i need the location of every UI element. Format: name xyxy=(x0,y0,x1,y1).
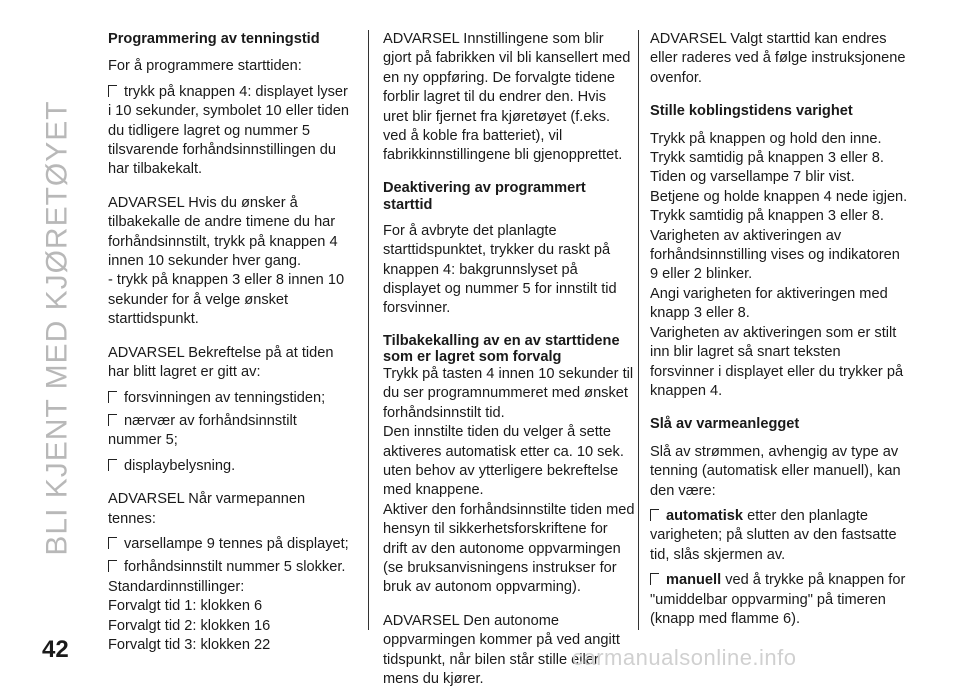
page-number: 42 xyxy=(42,636,69,663)
paragraph: Slå av strømmen, avhengig av type av tenning (automatisk eller manuell), kan den være: xyxy=(650,443,901,499)
paragraph: Forvalgt tid 1: klokken 6 xyxy=(108,598,263,615)
text-column-3 xyxy=(650,30,908,629)
paragraph: Trykk samtidig på knappen 3 eller 8. xyxy=(650,208,884,225)
paragraph: ADVARSEL Innstillingene som blir gjort på fabrikken vil bli kansellert med en ny oppføring. De forvalgte tidene forblir lagret til du endrer den. Hvis uret blir fjernet fra kjøretøyet (f.eks. ved å koble fra batteriet), vil fabrikkinnstillingene bli gjenopprettet. xyxy=(383,31,631,164)
text-column-2 xyxy=(383,30,635,689)
bullet-icon xyxy=(108,85,117,97)
bullet-icon xyxy=(108,459,117,471)
section-heading: Deaktivering av programmert starttid xyxy=(383,179,586,213)
paragraph: Betjene og holde knappen 4 nede igjen. xyxy=(650,188,908,205)
paragraph: ADVARSEL Når varmepannen tennes: xyxy=(108,491,306,527)
section-heading: Stille koblingstidens varighet xyxy=(650,103,853,120)
bullet-icon xyxy=(650,509,659,521)
bullet-item: trykk på knappen 4: displayet lyser i 10 sekunder, symbolet 10 eller tiden du tidligere lagret og nummer 5 tilsvarende forhåndsinnstillingen du har tilbakekalt. xyxy=(108,83,349,178)
section-heading: Slå av varmeanlegget xyxy=(650,416,800,433)
section-heading: Tilbakekalling av en av starttidene som er lagret som forvalg xyxy=(383,332,620,365)
bullet-icon xyxy=(108,537,117,549)
bullet-item: nærvær av forhåndsinnstilt nummer 5; xyxy=(108,412,297,449)
section-heading: Programmering av tenningstid xyxy=(108,31,320,47)
bullet-icon xyxy=(108,391,117,403)
paragraph: Forvalgt tid 2: klokken 16 xyxy=(108,617,271,634)
paragraph: Varigheten av aktiveringen som er stilt inn blir lagret så snart teksten forsvinner i displayet eller du trykker på knappen 4. xyxy=(650,324,904,399)
paragraph: Trykk på knappen og hold den inne. xyxy=(650,130,882,147)
bullet-item: varsellampe 9 tennes på displayet; xyxy=(108,535,354,554)
bullet-item: displaybelysning. xyxy=(108,457,354,476)
bullet-item: manuell ved å trykke på knappen for "umiddelbar oppvarming" på timeren (knapp med flamme 6). xyxy=(650,572,906,627)
bullet-icon xyxy=(108,414,117,426)
paragraph: Forvalgt tid 3: klokken 22 xyxy=(108,636,271,653)
paragraph: - trykk på knappen 3 eller 8 innen 10 sekunder for å velge ønsket starttidspunkt. xyxy=(108,272,345,328)
text-column-1 xyxy=(108,30,354,655)
bullet-item: forhåndsinnstilt nummer 5 slokker. xyxy=(108,558,354,577)
chapter-side-title xyxy=(28,8,88,648)
paragraph: For å programmere starttiden: xyxy=(108,58,302,75)
paragraph: Angi varigheten for aktiveringen med knapp 3 eller 8. xyxy=(650,285,888,322)
paragraph: Den innstilte tiden du velger å sette aktiveres automatisk etter ca. 10 sek. uten behov av ytterligere bekreftelse med knappene. xyxy=(383,424,624,499)
column-divider-1 xyxy=(368,30,369,630)
paragraph: Trykk på tasten 4 innen 10 sekunder til du ser programnummeret med ønsket forhåndsinnstilt tid. xyxy=(383,365,634,421)
column-divider-2 xyxy=(638,30,639,630)
paragraph: Aktiver den forhåndsinnstilte tiden med hensyn til sikkerhetsforskriftene for drift av den autonome oppvarmingen (se bruksanvisningens instrukser for bruk av autonom oppvarming). xyxy=(383,501,635,596)
paragraph: Tiden og varsellampe 7 blir vist. xyxy=(650,169,855,186)
paragraph: Varigheten av aktiveringen av forhåndsinnstilling vises og indikatoren 9 eller 2 blinker. xyxy=(650,227,900,283)
paragraph: ADVARSEL Hvis du ønsker å tilbakekalle de andre timene du har forhåndsinnstilt, trykk på knappen 4 innen 10 sekunder hver gang. xyxy=(108,194,338,270)
watermark: carmanualsonline.info xyxy=(572,645,797,670)
paragraph: Standardinnstillinger: xyxy=(108,578,245,595)
bullet-icon xyxy=(650,573,659,585)
chapter-title-text: BLI KJENT MED KJØRETØYET xyxy=(41,100,75,556)
bullet-item: forsvinningen av tenningstiden; xyxy=(108,389,354,408)
paragraph: Trykk samtidig på knappen 3 eller 8. xyxy=(650,150,884,167)
paragraph: For å avbryte det planlagte starttidspunktet, trykker du raskt på knappen 4: bakgrunnslyset på displayet og nummer 5 for innstilt tid forsvinner. xyxy=(383,222,617,317)
bullet-icon xyxy=(108,560,117,572)
paragraph: ADVARSEL Valgt starttid kan endres eller raderes ved å følge instruksjonene ovenfor. xyxy=(650,31,906,86)
bullet-item: automatisk etter den planlagte varigheten; på slutten av den fastsatte tid, slås skjermen av. xyxy=(650,507,897,563)
paragraph: ADVARSEL Bekreftelse på at tiden har blitt lagret er gitt av: xyxy=(108,344,334,381)
paragraph: ADVARSEL Den autonome oppvarmingen kommer på ved angitt tidspunkt, når bilen står stille eller mens du kjører. xyxy=(383,612,620,687)
